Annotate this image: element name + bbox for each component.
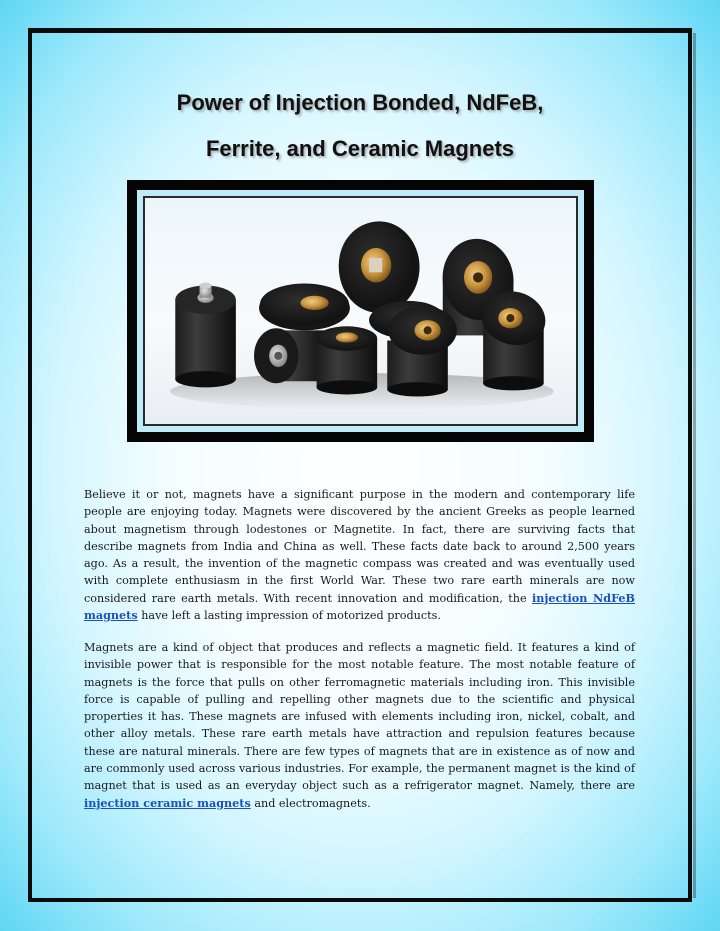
cylinder-magnet-front-right [387,306,457,397]
title-line-1: Power of Injection Bonded, NdFeB, [176,90,544,115]
paragraph-1-text-start: Believe it or not, magnets have a significant purpose in the modern and contemporary life people are enjoying today. Magnets were discovered by the ancient Greeks as people learned about magnetism through lodestones or Magnetite. In fact, there are surviving facts that describe magnets from India and China as well. These facts date back to around 2,500 years ago. As a result, the invention of the magnetic compass was created and was eventually used with complete enthusiasm in the first World War. These two rare earth minerals are now considered rare earth metals. With recent innovation and modification, the [84,488,635,605]
title-line-2: Ferrite, and Ceramic Magnets [205,136,515,161]
disc-magnet-back [339,221,420,313]
paragraph-1-text-end: have left a lasting impression of motorized products. [137,609,441,623]
tall-cylinder-magnet [175,282,236,387]
cylinder-magnet-front-middle [317,326,378,394]
paragraph-2-text-end: and electromagnets. [250,796,371,810]
paragraph-1 [84,486,635,624]
magnets-photo [143,196,578,426]
magnets-illustration [145,198,576,424]
magnets-photo-frame [127,180,594,442]
paragraph-2-text-start: Magnets are a kind of object that produces and reflects a magnetic field. It features a kind of invisible power that is responsible for the most notable feature. The most notable feature of magnets is the force that pulls on other ferromagnetic materials including iron. This invisible force is capable of pulling and repelling other magnets due to the scientific and physical properties it has. These magnets are infused with elements including iron, nickel, cobalt, and other alloy metals. These rare earth metals have attraction and repulsion features because these are natural minerals. There are few types of magnets that are in existence as of now and are commonly used across various industries. For example, the permanent magnet is the kind of magnet that is used as an everyday object such as a refrigerator magnet. Namely, there are [84,641,635,793]
paragraph-2 [84,639,635,812]
disc-magnet-middle [259,284,350,331]
injection-ceramic-magnets-link[interactable]: injection ceramic magnets [84,795,251,810]
injection-ndfeb-magnets-link[interactable]: injection NdFeB magnets [84,590,635,623]
magnets-photo-mat [137,190,584,432]
lying-cylinder-magnet [254,328,327,383]
